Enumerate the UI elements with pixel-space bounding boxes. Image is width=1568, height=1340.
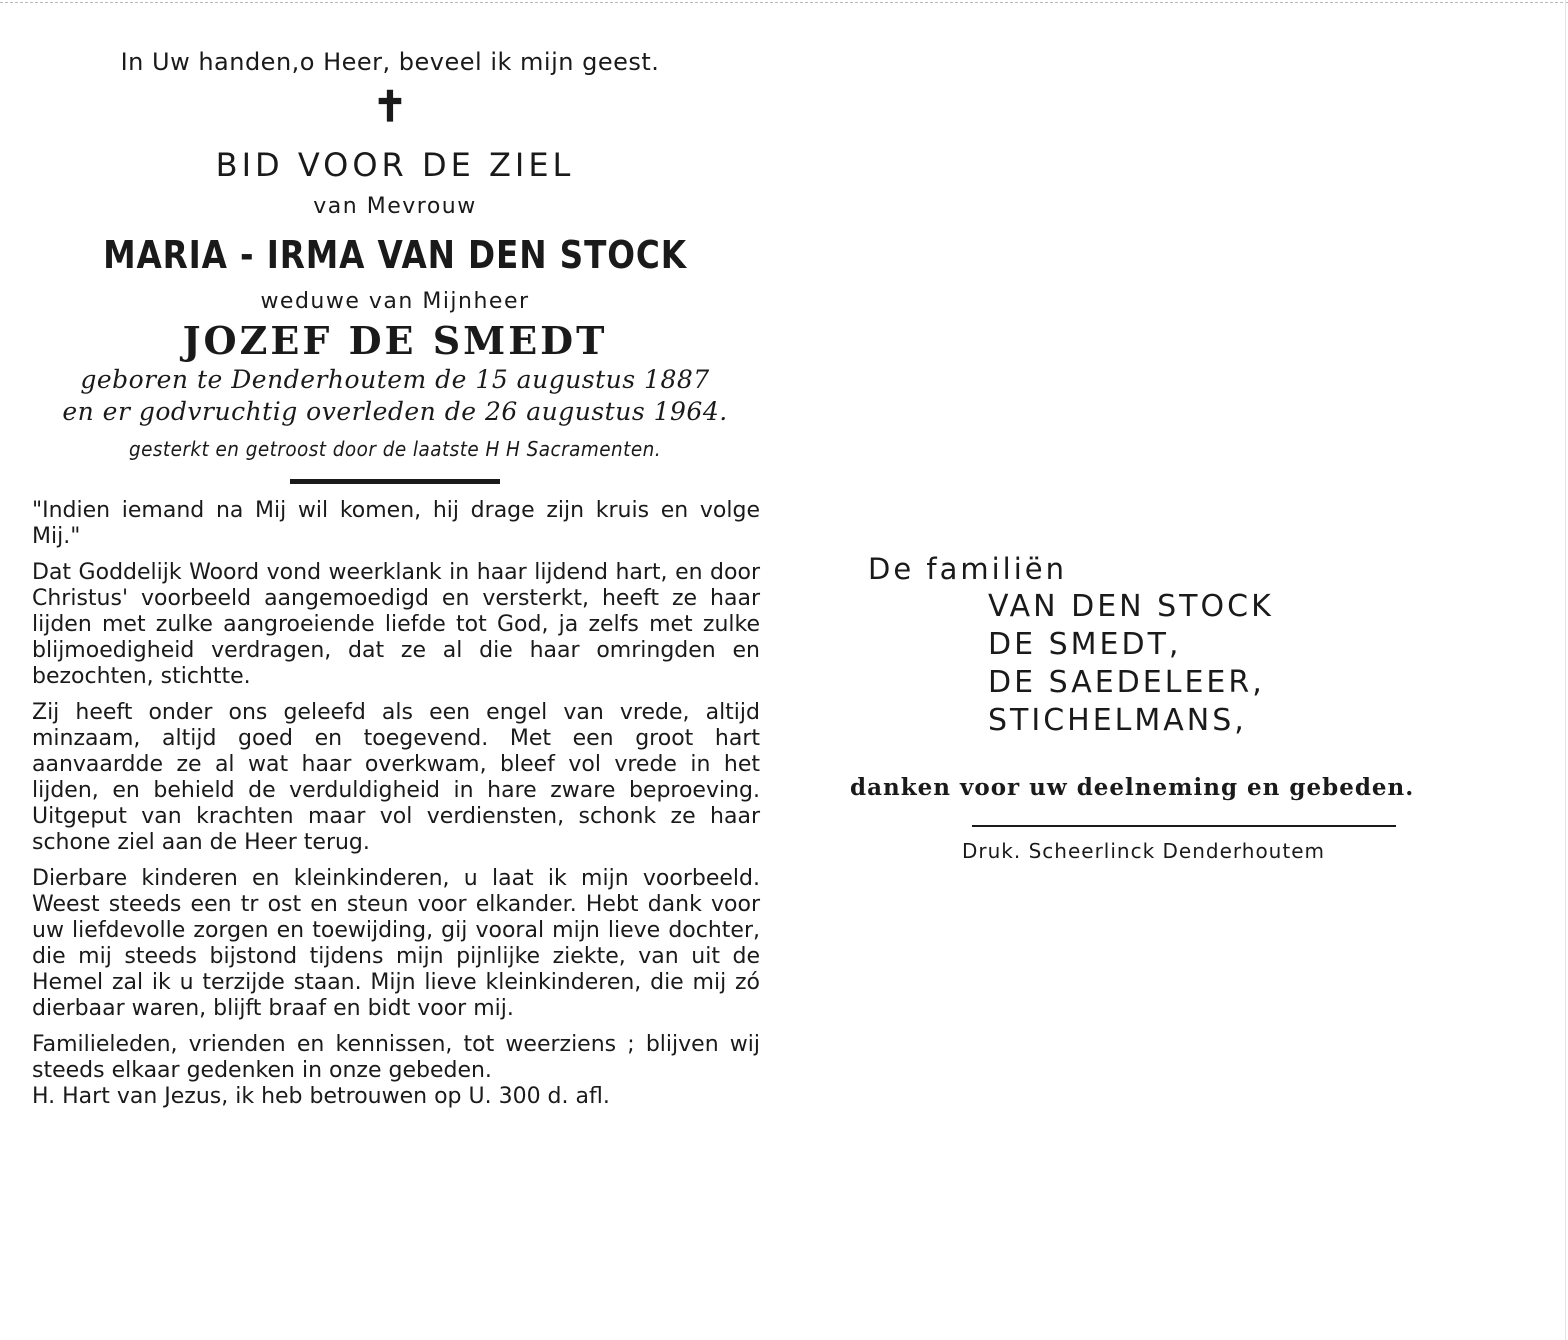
families-list [988, 588, 1530, 740]
scan-edge-right [1565, 0, 1566, 1340]
section-divider [290, 479, 500, 484]
sacraments-line: gesterkt en getroost door de laatste H H Sacramenten. [128, 437, 662, 461]
cross-icon: ✝ [372, 82, 408, 131]
memorial-text [30, 498, 760, 1110]
thanks-line: danken voor uw deelneming en gebeden. [850, 774, 1415, 801]
memorial-paragraph: Zij heeft onder ons geleefd als een engel van vrede, altijd minzaam, altijd goed en toegevend. Met een groot hart aanvaardde ze al wat haar overkwam, bleef vol vrede in het lijden, en behield de verduldigheid in hare zware beproeving. Uitgeput van krachten maar vol verdiensten, schonk ze haar schone ziel aan de Heer terug. [32, 700, 760, 855]
widow-line: weduwe van Mijnheer [260, 289, 530, 314]
footer-divider [972, 825, 1396, 827]
deceased-name: MARIA - IRMA VAN DEN STOCK [103, 233, 687, 277]
title-prefix: van Mevrouw [313, 194, 477, 219]
families-intro: De familiën [868, 552, 1068, 586]
memorial-paragraph: Dierbare kinderen en kleinkinderen, u laat ik mijn voorbeeld. Weest steeds een tr ost en steun voor elkander. Hebt dank voor uw liefdevolle zorgen en toewijding, gij vooral mijn lieve dochter, die mij steeds bijstond tijdens mijn pijnlijke ziekte, van uit de Hemel zal ik u terzijde staan. Mijn lieve kleinkinderen, die mij zó dierbaar waren, blijft braaf en bidt voor mij. [32, 866, 760, 1021]
memorial-paragraph: Dat Goddelijk Woord vond weerklank in haar lijdend hart, en door Christus' voorbeeld aangemoedigd en versterkt, heeft ze haar lijden met zulke aangroeiende liefde tot God, ja zelfs met zulke blijmoedigheid verdragen, dat ze al die haar omringden en bezochten, stichtte. [32, 560, 760, 689]
memorial-card-left-panel [30, 48, 760, 1120]
opening-verse: In Uw handen,o Heer, beveel ik mijn geest. [120, 48, 660, 76]
family-name: DE SAEDELEER, [988, 665, 1265, 700]
birth-line: geboren te Denderhoutem de 15 augustus 1887 [80, 365, 710, 394]
memorial-card-right-panel [850, 552, 1530, 863]
family-name: DE SMEDT, [988, 627, 1182, 662]
memorial-paragraph: Familieleden, vrienden en kennissen, tot weerziens ; blijven wij steeds elkaar gedenken in onze gebeden. [32, 1032, 760, 1083]
family-name: STICHELMANS, [988, 703, 1247, 738]
memorial-paragraph: H. Hart van Jezus, ik heb betrouwen op U. 300 d. afl. [32, 1084, 610, 1109]
family-name: VAN DEN STOCK [988, 589, 1274, 624]
death-line: en er godvruchtig overleden de 26 augustus 1964. [62, 397, 728, 426]
memorial-paragraph: "Indien iemand na Mij wil komen, hij drage zijn kruis en volge Mij." [32, 498, 760, 549]
scan-edge-top [0, 2, 1568, 3]
prayer-heading: BID VOOR DE ZIEL [215, 146, 575, 184]
spouse-name: JOZEF DE SMEDT [182, 318, 608, 363]
printer-credit: Druk. Scheerlinck Denderhoutem [962, 839, 1325, 863]
